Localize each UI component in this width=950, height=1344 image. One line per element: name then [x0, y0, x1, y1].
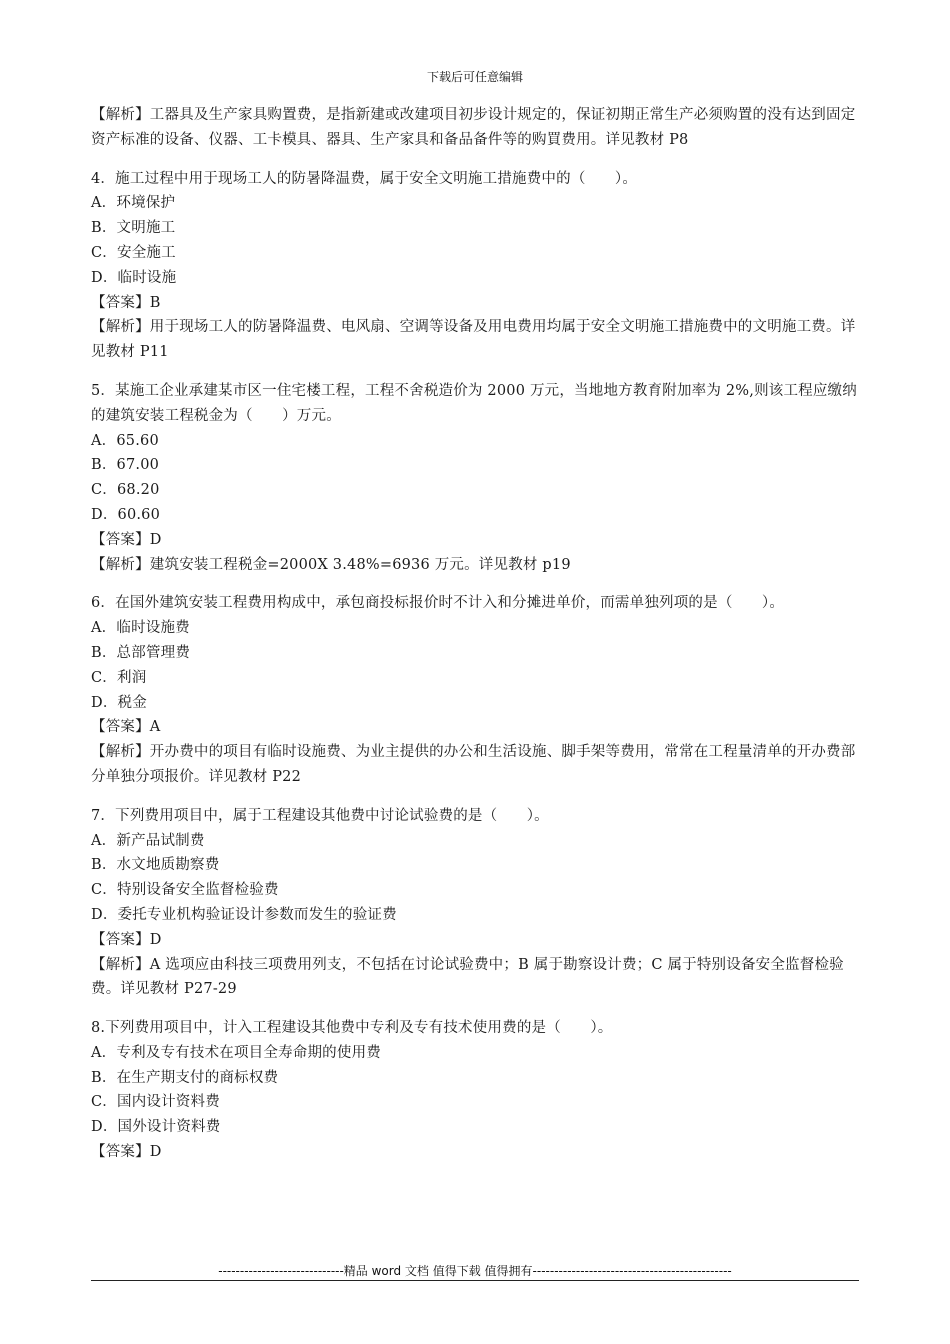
- answer: 【答案】D: [91, 1144, 162, 1161]
- option-b: B．水文地质勘察费: [91, 857, 220, 874]
- option-c: C．国内设计资料费: [91, 1094, 220, 1111]
- question-5: [91, 379, 859, 577]
- option-d: D．委托专业机构验证设计参数而发生的验证费: [91, 906, 397, 923]
- answer: 【答案】D: [91, 531, 162, 548]
- analysis: 【解析】用于现场工人的防暑降温费、电风扇、空调等设备及用电费用均属于安全文明施工措施费中的文明施工费。详见教材 P11: [91, 319, 856, 361]
- question-stem: 6．在国外建筑安装工程费用构成中，承包商投标报价时不计入和分摊进单价，而需单独列项的是（ ）。: [91, 595, 785, 612]
- question-6: [91, 591, 859, 789]
- question-stem: 8.下列费用项目中，计入工程建设其他费中专利及专有技术使用费的是（ ）。: [91, 1020, 613, 1037]
- answer: 【答案】B: [91, 294, 161, 311]
- analysis: 【解析】建筑安装工程税金=2000X 3.48%=6936 万元。详见教材 p19: [91, 556, 571, 573]
- option-c: C．安全施工: [91, 244, 176, 261]
- option-c: C．特别设备安全监督检验费: [91, 882, 279, 899]
- option-d: D．税金: [91, 694, 147, 711]
- question-stem: 7．下列费用项目中，属于工程建设其他费中讨论试验费的是（ ）。: [91, 807, 549, 824]
- option-c: C．68.20: [91, 482, 160, 499]
- option-d: D．60.60: [91, 506, 161, 523]
- intro-analysis: 【解析】工器具及生产家具购置费，是指新建或改建项目初步设计规定的，保证初期正常生产必须购置的没有达到固定资产标准的设备、仪器、工卡模具、器具、生产家具和备品备件等的购買费用。详见教材 P8: [91, 107, 856, 148]
- question-stem: 4．施工过程中用于现场工人的防暑降温费，属于安全文明施工措施费中的（ ）。: [91, 170, 638, 187]
- page-footer: -----------------------------精品 word 文档 值得下载 值得拥有----------------------------------------------: [218, 1264, 732, 1278]
- option-b: B．文明施工: [91, 220, 176, 237]
- option-a: A．专利及专有技术在项目全寿命期的使用费: [91, 1044, 381, 1061]
- answer: 【答案】D: [91, 931, 162, 948]
- question-4: [91, 167, 859, 365]
- analysis: 【解析】开办费中的项目有临时设施费、为业主提供的办公和生活设施、脚手架等费用，常常在工程量清单的开办费部分单独分项报价。详见教材 P22: [91, 744, 856, 785]
- option-a: A．新产品试制费: [91, 832, 205, 849]
- footer-divider: [91, 1280, 859, 1281]
- document-body: [91, 103, 859, 1165]
- option-d: D．临时设施: [91, 269, 177, 286]
- question-7: [91, 804, 859, 1002]
- question-8: [91, 1016, 859, 1165]
- analysis: 【解析】A 选项应由科技三项费用列支，不包括在讨论试验费中；B 属于勘察设计费；C 属于特别设备安全监督检验费。详见教材 P27-29: [91, 956, 844, 998]
- option-a: A．临时设施费: [91, 620, 190, 637]
- option-b: B．67.00: [91, 457, 160, 474]
- option-a: A．65.60: [91, 432, 159, 449]
- option-a: A．环境保护: [91, 195, 176, 212]
- answer: 【答案】A: [91, 719, 161, 736]
- question-stem: 5．某施工企业承建某市区一住宅楼工程，工程不舍税造价为 2000 万元，当地地方教育附加率为 2%,则该工程应缴纳的建筑安装工程税金为（ ）万元。: [91, 382, 857, 424]
- option-b: B．在生产期支付的商标权费: [91, 1069, 279, 1086]
- option-d: D．国外设计资料费: [91, 1119, 221, 1136]
- option-b: B．总部管理费: [91, 644, 191, 661]
- option-c: C．利润: [91, 669, 147, 686]
- page-header: 下载后可任意编辑: [426, 70, 523, 84]
